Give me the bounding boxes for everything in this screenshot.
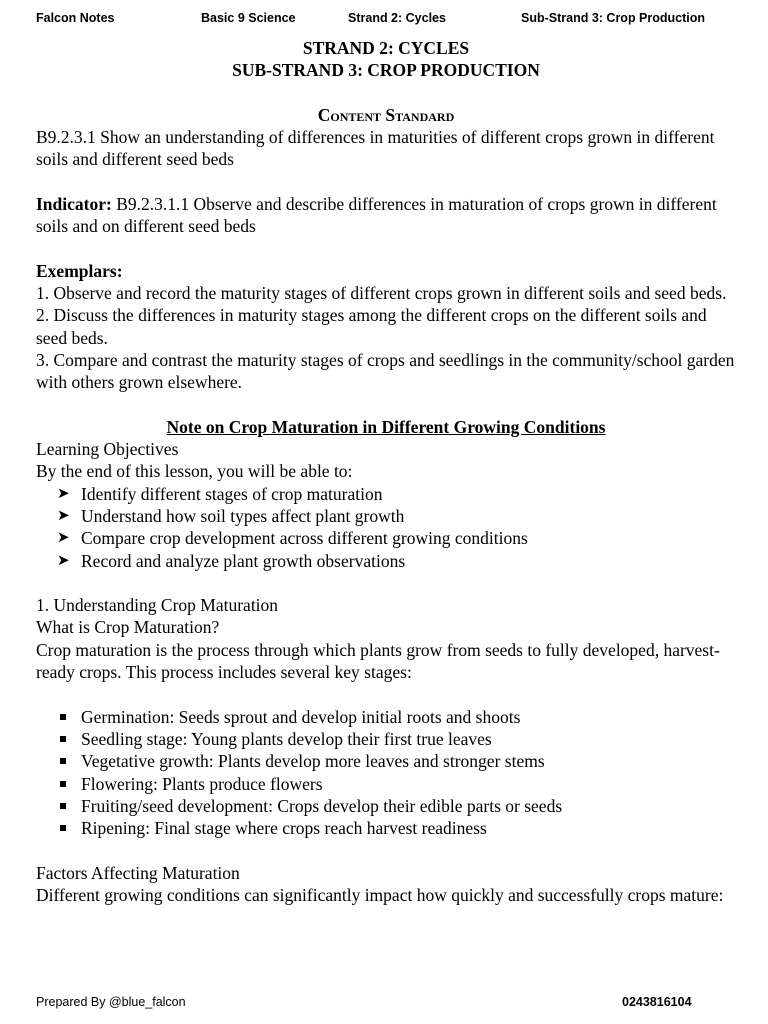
list-item: Germination: Seeds sprout and develop initial roots and shoots <box>36 706 736 728</box>
substrand-title: SUB-STRAND 3: CROP PRODUCTION <box>232 60 540 81</box>
header-strand: Strand 2: Cycles <box>348 11 446 25</box>
list-item: ➤ Identify different stages of crop maturation <box>57 483 383 504</box>
factors-text: Different growing conditions can significantly impact how quickly and successfully crops mature: <box>36 884 724 905</box>
list-item: ➤ Record and analyze plant growth observations <box>57 550 406 571</box>
indicator-text: B9.2.3.1.1 Observe and describe differences in maturation of crops grown in different soils and on different seed beds <box>36 193 717 237</box>
square-bullet-icon <box>60 803 66 809</box>
page-footer <box>0 995 768 1013</box>
list-item: Fruiting/seed development: Crops develop their edible parts or seeds <box>36 795 736 817</box>
document-body <box>36 37 736 906</box>
exemplars-label: Exemplars: <box>36 260 123 281</box>
section-definition: Crop maturation is the process through which plants grow from seeds to fully developed, harvest-ready crops. This process includes several key stages: <box>36 639 720 683</box>
list-item: Seedling stage: Young plants develop their first true leaves <box>36 728 736 750</box>
header-substrand: Sub-Strand 3: Crop Production <box>521 11 706 25</box>
header-subject: Basic 9 Science <box>201 11 296 25</box>
square-bullet-icon <box>60 758 66 764</box>
list-item: Vegetative growth: Plants develop more leaves and stronger stems <box>36 750 736 772</box>
maturation-stages-list <box>36 706 736 840</box>
square-bullet-icon <box>60 781 66 787</box>
indicator-label: Indicator: <box>36 193 112 214</box>
strand-title: STRAND 2: CYCLES <box>302 38 470 58</box>
arrow-bullet-icon: ➤ <box>57 552 70 569</box>
objectives-intro: By the end of this lesson, you will be able to: <box>36 461 353 482</box>
arrow-bullet-icon: ➤ <box>57 485 70 502</box>
list-item: Flowering: Plants produce flowers <box>36 773 736 795</box>
header-notes-title: Falcon Notes <box>36 11 115 25</box>
square-bullet-icon <box>60 736 66 742</box>
exemplar-item: 2. Discuss the differences in maturity stages among the different crops on the different soils and seed beds. <box>36 305 707 348</box>
page-header <box>0 11 768 29</box>
exemplar-item: 1. Observe and record the maturity stages of different crops grown in different soils and seed beds. <box>36 282 727 303</box>
note-title: Note on Crop Maturation in Different Growing Conditions <box>166 416 606 437</box>
objectives-list <box>36 483 736 572</box>
square-bullet-icon <box>60 714 66 720</box>
indicator-paragraph <box>36 193 736 238</box>
section-heading: 1. Understanding Crop Maturation <box>36 595 279 616</box>
list-item: ➤ Understand how soil types affect plant growth <box>57 505 405 526</box>
prepared-by: Prepared By @blue_falcon <box>36 995 186 1009</box>
exemplar-item: 3. Compare and contrast the maturity stages of crops and seedlings in the community/school garden with others grown elsewhere. <box>36 349 735 393</box>
arrow-bullet-icon: ➤ <box>57 507 70 524</box>
list-item: Ripening: Final stage where crops reach harvest readiness <box>36 817 736 839</box>
content-standard-heading: Content Standard <box>317 104 455 125</box>
square-bullet-icon <box>60 825 66 831</box>
objectives-heading: Learning Objectives <box>36 439 179 460</box>
arrow-bullet-icon: ➤ <box>57 530 70 547</box>
list-item: ➤ Compare crop development across different growing conditions <box>57 528 528 549</box>
factors-heading: Factors Affecting Maturation <box>36 862 240 883</box>
phone-number: 0243816104 <box>622 995 692 1009</box>
section-question: What is Crop Maturation? <box>36 617 220 638</box>
content-standard-text: B9.2.3.1 Show an understanding of differences in maturities of different crops grown in different soils and different seed beds <box>36 126 715 170</box>
